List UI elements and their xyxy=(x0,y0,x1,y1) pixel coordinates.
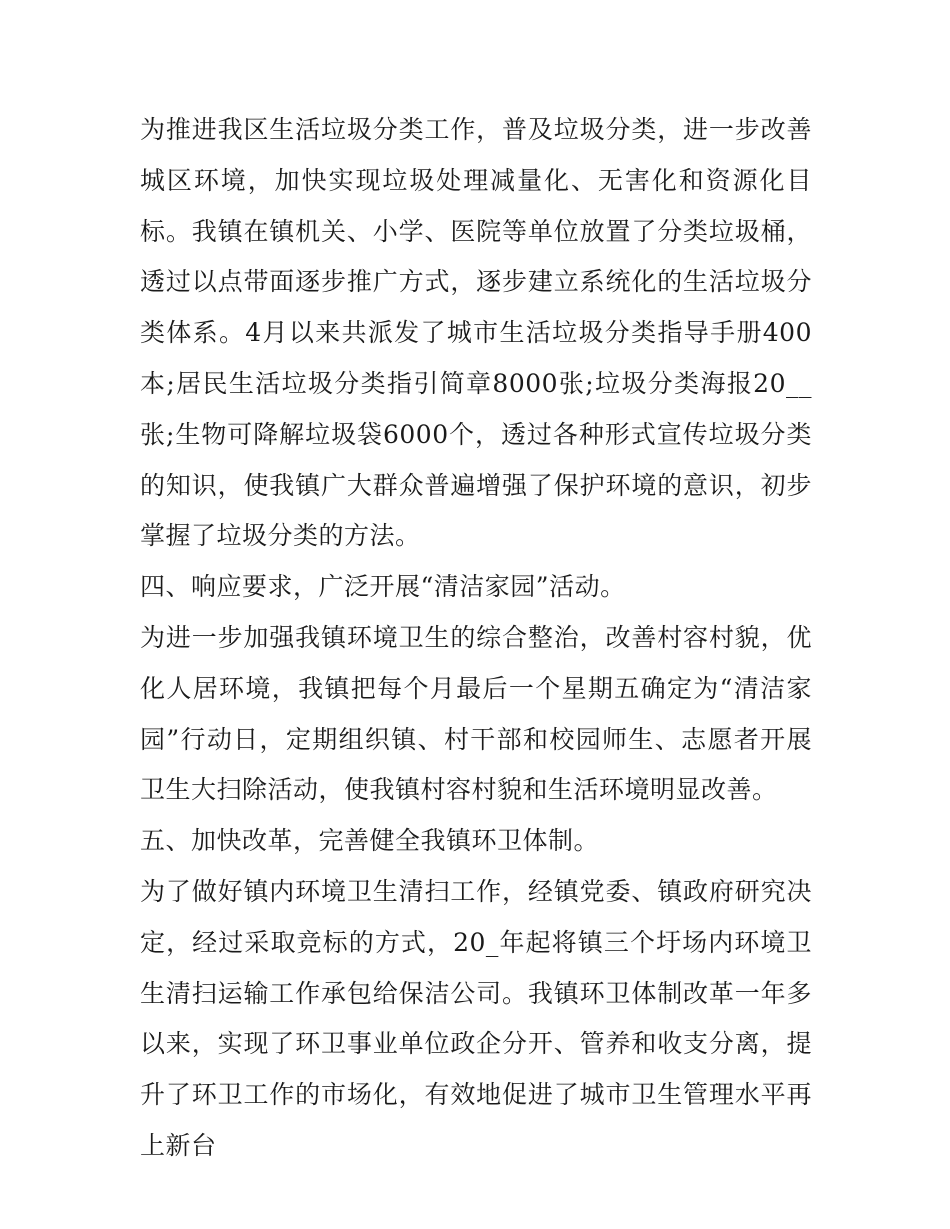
document-body xyxy=(140,105,812,1172)
section-heading-five: 五、加快改革，完善健全我镇环卫体制。 xyxy=(140,826,600,856)
section-heading-four: 四、响应要求，广泛开展“清洁家园”活动。 xyxy=(140,572,626,602)
paragraph-clean-homes: 为进一步加强我镇环境卫生的综合整治，改善村容村貌，优化人居环境，我镇把每个月最后一个星期五确定为“清洁家园”行动日，定期组织镇、村干部和校园师生、志愿者开展卫生大扫除活动，使我镇村容村貌和生活环境明显改善。 xyxy=(140,622,812,805)
paragraph-waste-sorting: 为推进我区生活垃圾分类工作，普及垃圾分类，进一步改善城区环境，加快实现垃圾处理减量化、无害化和资源化目标。我镇在镇机关、小学、医院等单位放置了分类垃圾桶，透过以点带面逐步推广方式，逐步建立系统化的生活垃圾分类体系。4月以来共派发了城市生活垃圾分类指导手册400本;居民生活垃圾分类指引简章8000张;垃圾分类海报20__张;生物可降解垃圾袋6000个，透过各种形式宣传垃圾分类的知识，使我镇广大群众普遍增强了保护环境的意识，初步掌握了垃圾分类的方法。 xyxy=(140,115,812,551)
paragraph-sanitation-reform: 为了做好镇内环境卫生清扫工作，经镇党委、镇政府研究决定，经过采取竞标的方式，20_年起将镇三个圩场内环境卫生清扫运输工作承包给保洁公司。我镇环卫体制改革一年多以来，实现了环卫事业单位政企分开、管养和收支分离，提升了环卫工作的市场化，有效地促进了城市卫生管理水平再上新台 xyxy=(140,876,812,1160)
